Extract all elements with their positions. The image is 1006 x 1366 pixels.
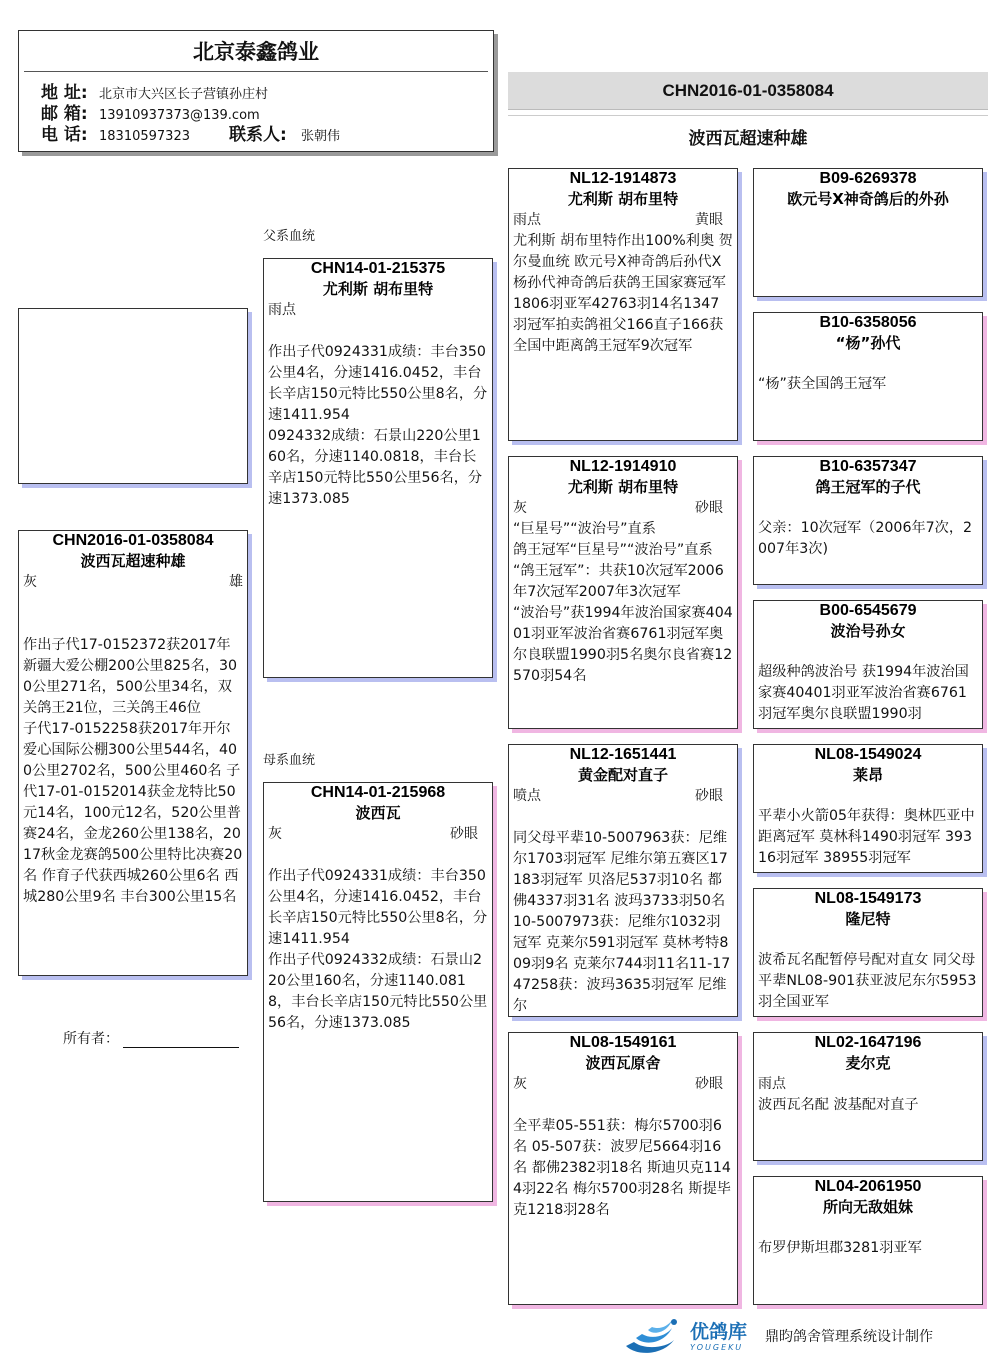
pigeon-name: 莱昂: [852, 766, 883, 784]
subject-ring-header: [508, 72, 988, 110]
eye-type: 砂眼: [695, 500, 723, 516]
gen4-card-4: [753, 600, 983, 729]
footer: [622, 1314, 992, 1358]
feather-color: 灰: [268, 826, 282, 842]
pigeon-name: 波西瓦原舍: [585, 1054, 661, 1072]
pigeon-name: 欧元号X神奇鸽后的外孙: [787, 190, 949, 208]
eye-type: 砂眼: [450, 826, 478, 842]
dam-card: [263, 782, 493, 1202]
subject-ring-title: CHN2016-01-0358084: [662, 81, 834, 100]
eye-type: 砂眼: [695, 788, 723, 804]
contact-label: 联系人:: [229, 125, 287, 145]
feather-color: 雨点: [513, 212, 541, 228]
gen4-card-5: [753, 744, 983, 873]
email-value: 13910937373@139.com: [99, 108, 260, 123]
feather-color: 喷点: [513, 788, 541, 804]
grandsire-paternal-card: [508, 168, 738, 441]
color-eye-row: [509, 785, 737, 807]
pigeon-description: 平辈小火箭05年获得：奥林匹亚中距离冠军 莫林科1490羽冠军 39316羽冠军 38955羽冠军: [758, 808, 975, 866]
feather-color: 灰: [23, 574, 37, 590]
granddam-maternal-card: [508, 1032, 738, 1305]
address-value: 北京市大兴区长子营镇孙庄村: [99, 87, 269, 102]
address-row: [19, 78, 493, 103]
subject-name-title: 波西瓦超速种雄: [688, 129, 808, 149]
sire-line-label: 父系血统: [263, 229, 316, 244]
farm-name: 北京泰鑫鸽业: [193, 40, 319, 64]
grandsire-maternal-card: [508, 744, 738, 1017]
owner-signature-line: [123, 1032, 239, 1048]
email-row: [19, 99, 493, 124]
pigeon-name: 波西瓦: [355, 804, 401, 822]
credit-text: 鼎昀鸽舍管理系统设计制作: [765, 1329, 934, 1345]
owner-label: 所有者：: [63, 1031, 119, 1047]
pigeon-name: 麦尔克: [845, 1054, 891, 1072]
pigeon-description: 父亲：10次冠军（2006年7次，2007年3次): [758, 520, 973, 557]
ring-number: CHN14-01-215968: [310, 784, 446, 801]
divider: [508, 115, 988, 116]
pigeon-description: 尤利斯 胡布里特作出100%利奥 贺尔曼血统 欧元号X神奇鸽后孙代X杨孙代神奇鸽后获鸽王国家赛冠军1806羽亚军42763羽14名1347羽冠军拍卖鸽祖父166直子166获全国中距离鸽王冠军9次冠军: [513, 233, 733, 354]
gen4-card-3: [753, 456, 983, 585]
ring-number: B10-6358056: [819, 314, 917, 331]
address-label: 地 址:: [41, 83, 88, 103]
gen4-card-6: [753, 888, 983, 1017]
feather-color: 灰: [513, 500, 527, 516]
youge-logo-icon: [622, 1316, 684, 1356]
color-eye-row: [264, 823, 492, 845]
pigeon-photo: [18, 308, 248, 484]
pigeon-description: 波希瓦名配暂停号配对直女 同父母平辈NL08-901获亚波尼东尔5953羽全国亚军: [758, 952, 977, 1010]
ring-number: NL08-1549161: [569, 1034, 677, 1051]
ring-number: NL04-2061950: [814, 1178, 922, 1195]
gen4-card-7: [753, 1032, 983, 1161]
phone-row: [19, 120, 493, 145]
ring-number: B09-6269378: [819, 170, 917, 187]
pigeon-description: 超级种鸽波治号 获1994年波治国家赛40401羽亚军波治省赛6761羽冠军奥尔良联盟1990羽: [758, 664, 969, 722]
gen4-card-8: [753, 1176, 983, 1305]
brand-name: 优鸽库: [690, 1320, 748, 1343]
divider: [24, 71, 488, 72]
pigeon-description: 作出子代17-0152372获2017年新疆大爱公棚200公里825名，300公里271名，500公里34名，双关鸽王21位，三关鸽王46位 子代17-0152258获2017年开尔爱心国际公棚300公里544名，400公里2702名，500公里460名 子代17-01-0152014获金龙特比50元14名，100元12名，520公里普赛24名，金龙260公里138名，2017秋金龙赛鸽500公里特比决赛20名 作育子代获西城260公里6名 西城280公里9名 丰台300公里15名: [23, 637, 243, 905]
color-sex-row: [19, 571, 247, 593]
pigeon-description: 布罗伊斯坦郡3281羽亚军: [758, 1240, 922, 1256]
brand-name-en: YOUGEKU: [690, 1342, 744, 1352]
pigeon-description: “巨星号”“波治号”直系 鸽王冠军“巨星号”“波治号”直系 “鸽王冠军”：共获10次冠军2006年7次冠军2007年3次冠军 “波治号”获1994年波治国家赛40401羽亚军波治省赛6761羽冠军奥尔良联盟1990羽5名奥尔良省赛12570羽54名: [513, 521, 733, 684]
pigeon-description: 作出子代0924331成绩：丰台350公里4名，分速1416.0452，丰台长辛店150元特比550公里8名，分速1411.954 0924332成绩：石景山220公里160名，分速1140.0818，丰台长辛店150元特比550公里56名，分速1373.085: [268, 344, 488, 507]
eye-type: 砂眼: [695, 1076, 723, 1092]
granddam-paternal-card: [508, 456, 738, 729]
phone-value: 18310597323: [99, 129, 190, 144]
ring-number: NL12-1914873: [569, 170, 677, 187]
color-eye-row: [754, 1073, 982, 1095]
ring-number: CHN2016-01-0358084: [52, 532, 214, 549]
dam-line-label: 母系血统: [263, 753, 316, 768]
pigeon-name: 波西瓦超速种雄: [80, 552, 186, 570]
color-eye-row: [509, 497, 737, 519]
pigeon-name: 波治号孙女: [830, 622, 906, 640]
phone-label: 电 话:: [41, 125, 88, 145]
ring-number: NL12-1914910: [569, 458, 677, 475]
feather-color: 灰: [513, 1076, 527, 1092]
color-eye-row: [509, 1073, 737, 1095]
sex: 雄: [229, 574, 243, 590]
gen4-card-2: [753, 312, 983, 441]
owner-field: [63, 1028, 239, 1048]
color-eye-row: [264, 299, 492, 321]
brand: [690, 1321, 747, 1352]
ring-number: NL08-1549173: [814, 890, 922, 907]
eye-type: 黄眼: [695, 212, 723, 228]
pigeon-name: 所向无敌姐妹: [822, 1198, 913, 1216]
feather-color: 雨点: [758, 1076, 786, 1092]
ring-number: NL02-1647196: [814, 1034, 922, 1051]
ring-number: NL12-1651441: [569, 746, 677, 763]
subject-card: [18, 530, 248, 976]
contact-value: 张朝伟: [301, 129, 341, 144]
pigeon-description: “杨”获全国鸽王冠军: [758, 376, 887, 392]
pigeon-name: 黄金配对直子: [577, 766, 668, 784]
pigeon-name: 隆尼特: [845, 910, 891, 928]
pigeon-name: 鸽王冠军的子代: [815, 478, 921, 496]
pigeon-name: 尤利斯 胡布里特: [567, 478, 679, 496]
ring-number: B10-6357347: [819, 458, 917, 475]
pigeon-name: 尤利斯 胡布里特: [567, 190, 679, 208]
farm-info-card: [18, 30, 494, 152]
pigeon-name: “杨”孙代: [835, 334, 901, 352]
ring-number: NL08-1549024: [814, 746, 922, 763]
ring-number: CHN14-01-215375: [310, 260, 446, 277]
email-label: 邮 箱:: [41, 104, 88, 124]
ring-number: B00-6545679: [819, 602, 917, 619]
feather-color: 雨点: [268, 302, 296, 318]
sire-card: [263, 258, 493, 678]
pigeon-description: 同父母平辈10-5007963获：尼维尔1703羽冠军 尼维尔第五赛区17183羽冠军 贝洛尼537羽10名 都佛4337羽31名 波玛3733羽50名 10-5007973获：尼维尔1032羽冠军 克莱尔591羽冠军 莫林考特809羽9名 克莱尔744羽11名11-1747258获：波玛3635羽冠军 尼维尔: [513, 830, 731, 1014]
pigeon-description: 全平辈05-551获：梅尔5700羽6名 05-507获：波罗尼5664羽16名 都佛2382羽18名 斯迪贝克1144羽22名 梅尔5700羽28名 斯提毕克1218羽28名: [513, 1118, 731, 1218]
gen4-card-1: [753, 168, 983, 297]
pigeon-description: 波西瓦名配 波基配对直子: [758, 1097, 919, 1113]
color-eye-row: [509, 209, 737, 231]
pigeon-description: 作出子代0924331成绩：丰台350公里4名，分速1416.0452，丰台长辛店150元特比550公里8名，分速1411.954 作出子代0924332成绩：石景山220公里160名，分速1140.0818，丰台长辛店150元特比550公里56名，分速1373.085: [268, 868, 488, 1031]
pigeon-name: 尤利斯 胡布里特: [322, 280, 434, 298]
